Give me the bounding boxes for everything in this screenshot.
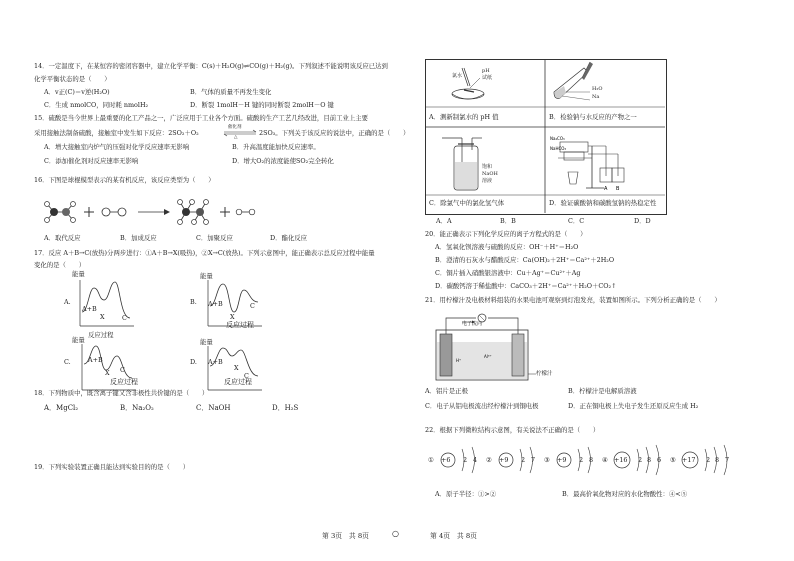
q20-option-c: C．铜片插入硝酸银溶液中：Cu＋Ag⁺＝Cu²⁺＋Ag	[435, 269, 581, 277]
q14-option-d: D．断裂 1molH－H 键的同时断裂 2molH－O 键	[190, 101, 334, 109]
q22-option-b: B．最高价氧化物对应的水化物酸性：④<⑤	[562, 490, 688, 498]
q22-atom-2-number: ②	[486, 456, 492, 464]
q20-option-a: A．氢氧化钡溶液与硫酸的反应：OH⁻＋H⁺＝H₂O	[435, 243, 579, 251]
q17c-energy-diagram	[80, 342, 140, 394]
q17b-c-label: C	[250, 302, 255, 310]
q19-stem: 19．下列实验装置正确且能达到实验目的的是（ ）	[34, 463, 190, 471]
q17d-ab-label: A+B	[208, 358, 223, 366]
q22-atom-5-shell-2: 8	[715, 456, 720, 464]
q14-stem-2: 化学平衡状态的是（ ）	[34, 75, 111, 83]
q17d-process-label: 反应过程	[224, 378, 252, 386]
q17-stem-2: 变化的是（ ）	[34, 261, 86, 269]
q22-atom-2-shell-1: 2	[521, 456, 526, 464]
q14-option-a: A．v正(C)＝v逆(H₂O)	[44, 88, 110, 96]
q17a-energy-diagram	[78, 278, 138, 330]
q18-option-b: B．Na₂O₂	[120, 404, 154, 412]
q17b-process-label: 反应过程	[226, 321, 254, 329]
q17c-c-label: C	[120, 366, 125, 374]
q19a-paper-label: 试纸	[482, 75, 493, 81]
q22-atom-3-shell-2: 8	[589, 456, 594, 464]
q19-option-b: B．B	[500, 217, 516, 225]
q19a-water-label: 氯水	[452, 73, 463, 79]
svg-text:Na₂CO₃: Na₂CO₃	[550, 136, 565, 141]
q17-stem: 17．反应 A＋B→C(放热)分两步进行：①A＋B→X(吸热)，②X→C(放热)。下列示意图中，能正确表示总反应过程中能量	[34, 249, 375, 257]
q22-atom-4-shell-2: 8	[647, 456, 652, 464]
q15-stem: 15．硫酸是当今世界上最重要的化工产品之一，广泛应用于工业各个方面。硫酸的生产工艺几经改进，目前工业上主要	[34, 114, 369, 122]
q22-atom-3-shell-1: 2	[579, 456, 584, 464]
q19d-heating-apparatus	[548, 132, 658, 196]
q16-option-b: B．加成反应	[120, 234, 157, 242]
q17a-process-label: 反应过程	[88, 331, 114, 339]
q17c-x-label: X	[105, 369, 110, 377]
q22-atom-4-number: ④	[602, 456, 608, 464]
q21-option-a: A．铝片是正极	[425, 387, 468, 395]
q19c-gas-wash-bottle	[440, 132, 520, 196]
q19c-naoh-label-1: 饱和	[482, 164, 493, 170]
q22-atom-5-shell-3: 7	[725, 456, 730, 464]
svg-text:H⁺: H⁺	[456, 358, 462, 363]
q17b-x-label: X	[230, 313, 235, 321]
q20-option-d: D．碳酸钙溶于稀盐酸中：CaCO₃＋2H⁺＝Ca²⁺＋H₂O＋CO₂↑	[435, 282, 617, 290]
q17d-energy-label: 能量	[200, 338, 213, 346]
q15-stem-2a: 采用接触法制备硫酸，接触室中发生如下反应：2SO₂＋O₂	[34, 129, 199, 137]
q19-cell-b: B．检验钠与水反应的产物之一	[549, 113, 637, 121]
q22-atom-1-shell-2: 4	[473, 456, 478, 464]
q21-option-d: D．正在铜电极上失电子发生还原反应生成 H₂	[568, 402, 699, 410]
q17a-energy-label: 能量	[72, 270, 85, 278]
footer-binding-circle: ○	[392, 529, 399, 538]
q21-option-b: B．柠檬汁是电解质溶液	[568, 387, 637, 395]
q22-atom-1-shell-1: 2	[463, 456, 468, 464]
q21-option-c: C．电子从铝电极流出经柠檬汁到铜电极	[425, 402, 539, 410]
q19-cell-c: C．除氯气中的氯化氢气体	[429, 199, 505, 207]
q18-stem: 18．下列物质中，既含离子键又含非极性共价键的是（ ）	[34, 389, 209, 397]
q17d-c-label: C	[244, 372, 249, 380]
q22-atom-2-nucleus: +9	[499, 456, 509, 464]
q17-label-c: C.	[64, 358, 71, 366]
q15-stem-2b: 2SO₃。下列关于该反应的说法中，正确的是（ ）	[259, 129, 410, 137]
q19-option-c: C．C	[568, 217, 585, 225]
q19c-naoh-label-3: 溶液	[482, 178, 493, 184]
q22-atom-4-shell-1: 2	[638, 456, 643, 464]
svg-text:NaHCO₃: NaHCO₃	[550, 146, 566, 151]
q19c-naoh-label-2: NaOH	[482, 171, 498, 177]
q22-atom-2-shell-2: 7	[531, 456, 536, 464]
q19-cell-a: A．测新制氯水的 pH 值	[429, 113, 499, 121]
q22-option-a: A．原子半径：①>②	[435, 490, 497, 498]
q22-atom-4-shell-3: 6	[657, 456, 662, 464]
footer-page-left: 第 3页 共 8页	[322, 532, 369, 540]
q19-option-d: D．D	[634, 217, 651, 225]
q17d-x-label: X	[234, 364, 239, 372]
q19-option-a: A．A	[436, 217, 452, 225]
q17c-ab-label: A+B	[88, 356, 103, 364]
q15-arrow-top: 催化剂	[228, 125, 242, 130]
q20-stem: 20．能正确表示下列化学反应的离子方程式的是（ ）	[425, 230, 587, 238]
svg-text:Al³⁺: Al³⁺	[484, 354, 492, 359]
q22-atom-4-nucleus: +16	[614, 456, 628, 464]
q22-atom-5-number: ⑤	[670, 456, 676, 464]
q21-lemon-label: 柠檬汁	[536, 371, 553, 377]
q17a-ab-label: A+B	[82, 305, 97, 313]
q19a-ph-label: pH	[482, 68, 490, 74]
q16-option-d: D．酯化反应	[270, 234, 308, 242]
q22-atom-5-shell-1: 2	[706, 456, 711, 464]
q19-cell-d: D．验证碳酸钠和碳酸氢钠的热稳定性	[549, 199, 657, 207]
q16-stem: 16．下图是球棍模型表示的某有机反应，该反应类型为（ ）	[34, 176, 215, 184]
q17c-process-label: 反应过程	[110, 378, 138, 386]
q14-option-b: B．气体的质量不再发生变化	[190, 88, 272, 96]
q18-option-a: A．MgCl₂	[44, 404, 79, 412]
q19b-na-label: Na	[592, 94, 600, 100]
q15-arrow-bottom: △	[234, 135, 238, 140]
footer-page-right: 第 4页 共 8页	[430, 532, 477, 540]
q15-option-a: A．增大接触室内炉气的压强对化学反应速率无影响	[44, 143, 190, 151]
q16-ball-stick-model	[44, 192, 314, 232]
q15-equilibrium-arrow	[222, 129, 262, 137]
q17b-ab-label: A+B	[208, 300, 223, 308]
q16-option-c: C．加聚反应	[196, 234, 233, 242]
svg-text:B: B	[616, 186, 620, 192]
q22-atom-5-nucleus: +17	[682, 456, 696, 464]
q17a-x-label: X	[100, 313, 105, 321]
q15-option-b: B．升高温度能加快反应速率。	[232, 143, 320, 151]
q14-stem: 14．一定温度下，在某恒容的密闭容器中，建立化学平衡：C(s)＋H₂O(g)⇌CO(g)＋H₂(g)。下列叙述不能说明该反应已达到	[34, 62, 388, 70]
q22-atom-3-number: ③	[544, 456, 550, 464]
q17-label-d: D.	[190, 358, 197, 366]
q19a-ph-test-apparatus	[440, 62, 520, 106]
q19b-h2o-label: H₂O	[592, 86, 603, 92]
q18-option-d: D．H₂S	[272, 404, 299, 412]
q21-lemon-pointer	[528, 372, 538, 376]
q22-atom-1-number: ①	[428, 456, 434, 464]
q21-electron-flow-label: 电子流向	[462, 321, 483, 327]
q19b-test-tube-apparatus	[550, 62, 630, 106]
q18-option-c: C．NaOH	[196, 404, 231, 412]
q15-option-d: D．增大O₂的浓度能使SO₂完全转化	[232, 157, 334, 165]
q17-label-b: B.	[190, 298, 197, 306]
q17-label-a: A.	[64, 298, 71, 306]
q21-stem: 21．用柠檬汁及电极材料组装的水果电池可观察到灯泡发亮，装置如图所示。下列分析正确的是（ ）	[425, 296, 721, 304]
q14-option-c: C．生成 nmolCO，同时耗 nmolH₂	[44, 101, 149, 109]
q22-stem: 22．根据下列微粒结构示意图，有关说法不正确的是（ ）	[425, 426, 600, 434]
svg-text:A: A	[604, 186, 608, 192]
q22-atom-3-nucleus: +9	[557, 456, 567, 464]
q20-option-b: B．澄清的石灰水与醋酸反应：Ca(OH)₂＋2H⁺＝Ca²⁺＋2H₂O	[435, 256, 615, 264]
q15-option-c: C．添加催化剂对反应速率无影响	[44, 157, 139, 165]
q22-atom-1-nucleus: +6	[441, 456, 451, 464]
q17a-c-label: C	[122, 314, 127, 322]
q17b-energy-label: 能量	[200, 272, 213, 280]
q16-option-a: A．取代反应	[44, 234, 81, 242]
q17c-energy-label: 能量	[72, 336, 85, 344]
